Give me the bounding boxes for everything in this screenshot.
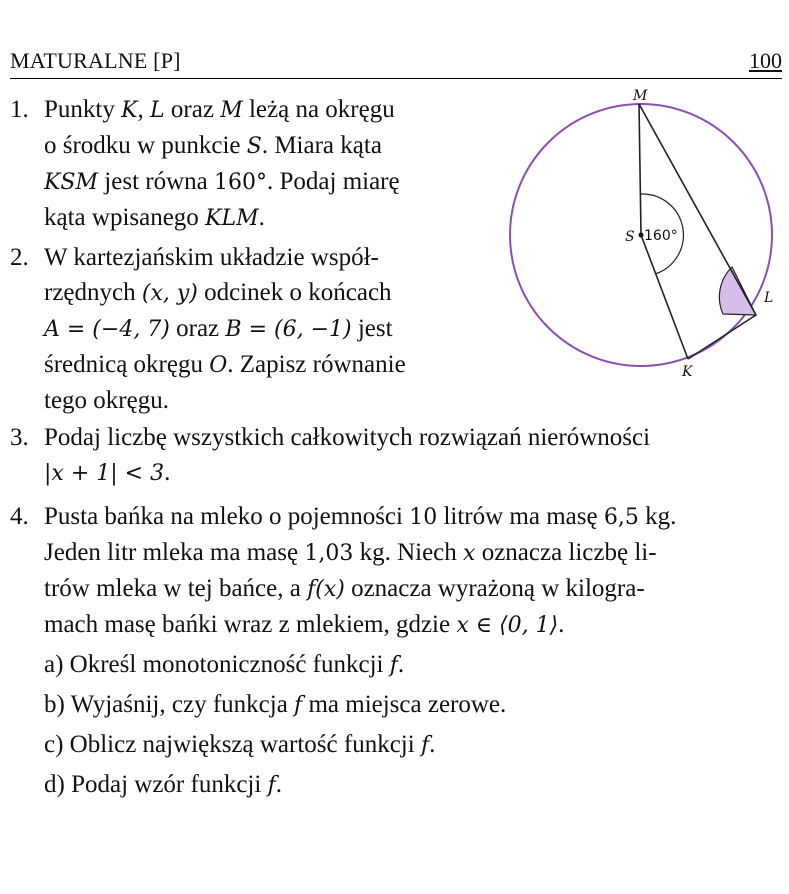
task-line [44,92,400,128]
label-K: K [682,364,693,380]
text: . [397,651,405,678]
circle-figure [505,82,785,382]
math: 160° [214,170,267,195]
text: trów mleka w tej bańce, a [44,575,308,602]
math: KLM [205,206,259,231]
task-4 [10,499,785,799]
text: Jeden litr mleka ma masę [44,539,305,566]
text: tego okręgu. [44,387,169,414]
text: ma miejsca zerowe. [302,691,507,718]
text: jest [351,315,393,342]
math: f [389,653,398,678]
text: litrów ma masę [437,503,604,530]
text: mach masę bańki wraz z mlekiem, gdzie [44,611,457,638]
text: odcinek o końcach [197,279,392,306]
math: K [121,98,138,123]
task-line [44,383,406,418]
text: . Miara kąta [261,132,382,159]
task-text [44,92,400,236]
text: . Podaj miarę [267,168,400,195]
math: |x + 1| < 3 [44,461,165,486]
segment-MS [639,104,641,235]
task-number: 4. [10,503,29,530]
task-line [44,275,406,311]
task-number: 3. [10,424,29,451]
task-line [44,455,650,491]
task-number: 1. [10,96,29,123]
subtask-c [44,727,676,763]
text: oraz [169,315,226,342]
task-line [44,499,676,535]
task-3 [10,420,780,490]
text: średnicą okręgu [44,351,210,378]
text: . [258,204,265,231]
math: KSM [44,170,99,195]
text: leżą na okręgu [242,96,395,123]
subtask-b [44,687,676,723]
text: . [164,459,171,486]
text: kąta wpisanego [44,204,206,231]
math: O [209,353,228,378]
task-text [44,240,406,418]
math: 6,5 [603,505,639,530]
math: 1,03 [304,541,354,566]
segment-SK [641,235,688,359]
math: 10 [409,505,438,530]
header-title: MATURALNE [P] [10,48,181,73]
math: x [463,541,476,566]
task-line [44,535,676,571]
text: rzędnych [44,279,142,306]
subtask-d [44,767,676,803]
label-S: S [625,229,635,245]
text: o środku w punkcie [44,132,247,159]
task-line [44,607,676,643]
text: oraz [164,96,221,123]
text: , [137,96,151,123]
subtask-a [44,647,676,683]
task-2 [10,240,480,415]
text: . Zapisz równanie [227,351,406,378]
label-angle: 160° [644,228,678,244]
text: Punkty [44,96,122,123]
text: a) Określ monotoniczność funkcji [44,651,390,678]
text: c) Oblicz największą wartość funkcji [44,731,421,758]
text: b) Wyjaśnij, czy funkcja [44,691,295,718]
page-header [10,48,782,79]
text: d) Podaj wzór funkcji [44,771,268,798]
text: . [275,771,282,798]
geometry-diagram [505,82,785,382]
math: A = (−4, 7) [44,317,170,342]
text: oznacza liczbę li- [475,539,657,566]
text: kg. Niech [353,539,464,566]
task-text [44,420,650,491]
segment-ML [639,104,756,315]
task-1 [10,92,480,234]
task-number: 2. [10,244,29,271]
task-line [44,128,400,164]
text: . [429,731,436,758]
math: L [150,98,165,123]
text: W kartezjańskim układzie współ- [44,244,379,271]
label-M: M [633,88,648,104]
center-point [639,233,644,238]
text: kg. [638,503,677,530]
task-line [44,311,406,347]
task-text [44,499,676,803]
text: . [558,611,565,638]
math: x ∈ ⟨0, 1⟩ [456,613,559,638]
task-line [44,347,406,383]
task-line: Podaj liczbę wszystkich całkowitych rozwiązań nierówności [44,424,651,451]
task-line [44,571,676,607]
text: oznacza wyrażoną w kilogra- [344,575,645,602]
math: f(x) [307,577,345,602]
task-line [44,240,406,275]
math: f [294,693,303,718]
page-number: 100 [749,48,782,73]
segment-KL [688,315,756,359]
inscribed-angle-arc [719,267,756,315]
math: M [220,98,243,123]
math: (x, y) [141,281,198,306]
task-line [44,200,400,236]
label-L: L [764,290,774,306]
math: B = (6, −1) [225,317,352,342]
task-line [44,164,400,200]
text: Pusta bańka na mleko o pojemności [44,503,410,530]
math: S [246,134,262,159]
math: f [420,733,430,758]
text: jest równa [98,168,214,195]
math: f [267,773,276,798]
